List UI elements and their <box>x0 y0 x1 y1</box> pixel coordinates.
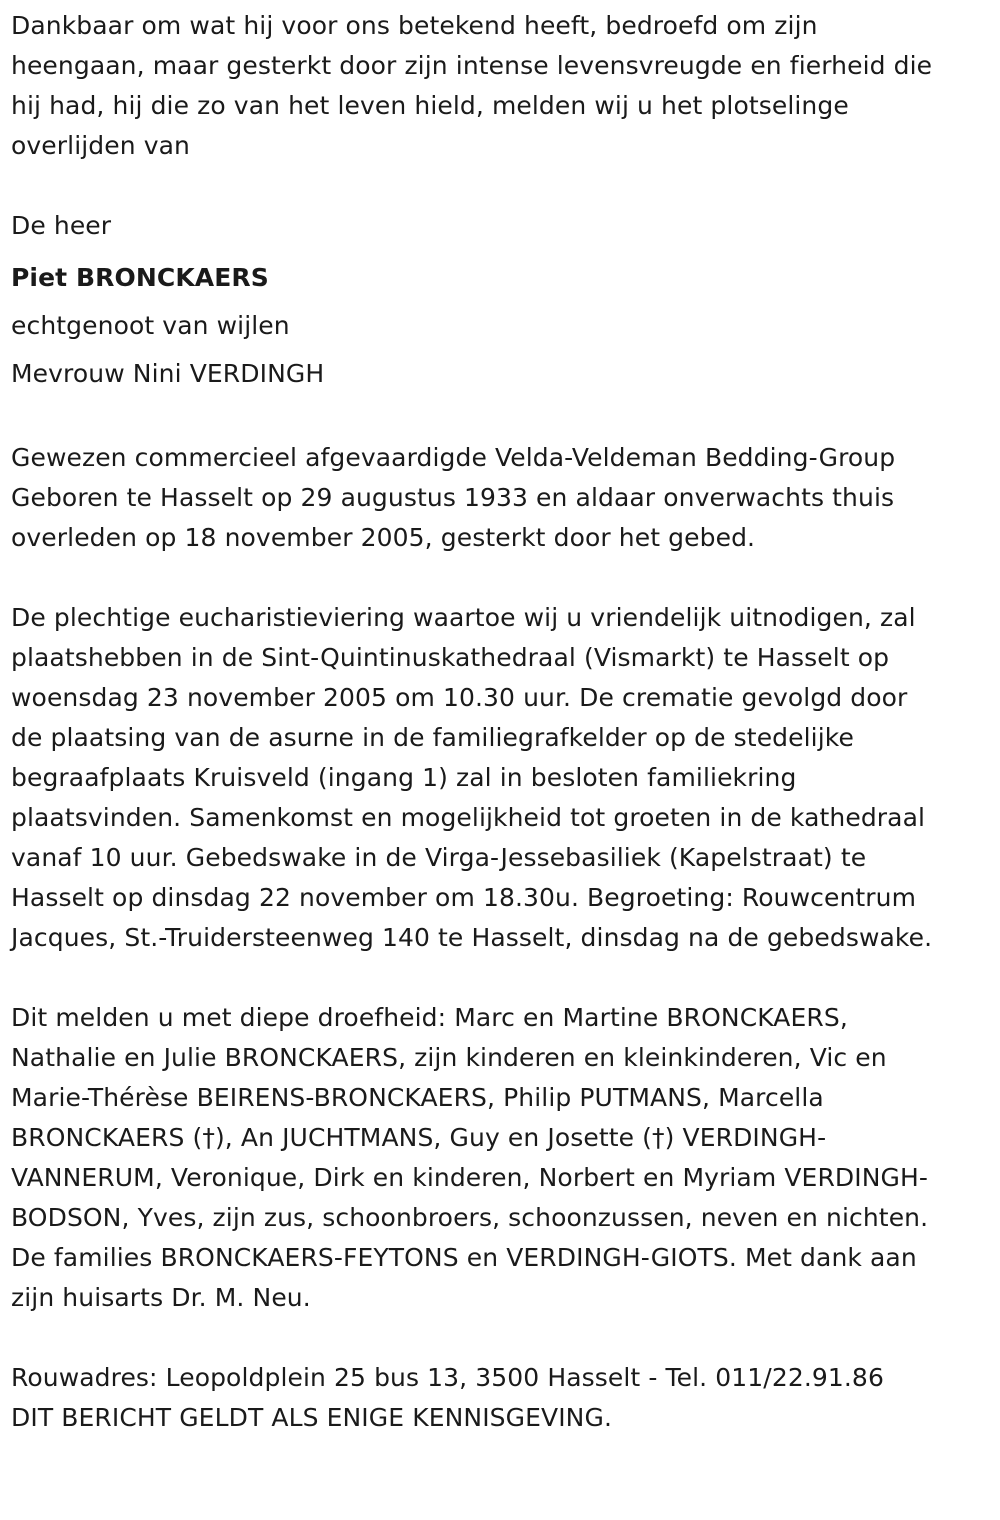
family-line: Dit melden u met diepe droefheid: Marc en Martine BRONCKAERS, <box>11 1003 848 1032</box>
family-line: BRONCKAERS (†), An JUCHTMANS, Guy en Josette (†) VERDINGH- <box>11 1123 827 1152</box>
family-line: De families BRONCKAERS-FEYTONS en VERDINGH-GIOTS. Met dank aan <box>11 1243 917 1272</box>
mourning-address: Rouwadres: Leopoldplein 25 bus 13, 3500 Hasselt - Tel. 011/22.91.86 <box>11 1363 884 1392</box>
family-line: BODSON, Yves, zijn zus, schoonbroers, schoonzussen, neven en nichten. <box>11 1203 929 1232</box>
deceased-block <box>11 206 989 398</box>
occupation: Gewezen commercieel afgevaardigde Velda-Veldeman Bedding-Group <box>11 443 896 472</box>
family-paragraph <box>11 998 989 1318</box>
family-line: VANNERUM, Veronique, Dirk en kinderen, Norbert en Myriam VERDINGH- <box>11 1163 929 1192</box>
intro-line: hij had, hij die zo van het leven hield, melden wij u het plotselinge <box>11 91 849 120</box>
ceremony-line: Jacques, St.-Truidersteenweg 140 te Hasselt, dinsdag na de gebedswake. <box>11 923 933 952</box>
ceremony-line: woensdag 23 november 2005 om 10.30 uur. De crematie gevolgd door <box>11 683 908 712</box>
birth-death-line: Geboren te Hasselt op 29 augustus 1933 en aldaar onverwachts thuis <box>11 483 895 512</box>
closing-notice: DIT BERICHT GELDT ALS ENIGE KENNISGEVING. <box>11 1403 612 1432</box>
ceremony-line: plaatshebben in de Sint-Quintinuskathedraal (Vismarkt) te Hasselt op <box>11 643 890 672</box>
intro-line: Dankbaar om wat hij voor ons betekend heeft, bedroefd om zijn <box>11 11 818 40</box>
ceremony-line: plaatsvinden. Samenkomst en mogelijkheid tot groeten in de kathedraal <box>11 803 926 832</box>
birth-death-line: overleden op 18 november 2005, gesterkt door het gebed. <box>11 523 756 552</box>
family-line: Nathalie en Julie BRONCKAERS, zijn kinderen en kleinkinderen, Vic en <box>11 1043 887 1072</box>
intro-line: heengaan, maar gesterkt door zijn intense levensvreugde en fierheid die <box>11 51 933 80</box>
deceased-title: De heer <box>11 211 112 240</box>
ceremony-line: begraafplaats Kruisveld (ingang 1) zal in besloten familiekring <box>11 763 797 792</box>
ceremony-line: De plechtige eucharistieviering waartoe wij u vriendelijk uitnodigen, zal <box>11 603 916 632</box>
deceased-relation: echtgenoot van wijlen <box>11 311 290 340</box>
intro-paragraph <box>11 6 989 166</box>
family-line: Marie-Thérèse BEIRENS-BRONCKAERS, Philip PUTMANS, Marcella <box>11 1083 824 1112</box>
intro-line: overlijden van <box>11 131 190 160</box>
ceremony-line: vanaf 10 uur. Gebedswake in de Virga-Jessebasiliek (Kapelstraat) te <box>11 843 867 872</box>
obituary-notice <box>11 6 989 1438</box>
ceremony-line: de plaatsing van de asurne in de familiegrafkelder op de stedelijke <box>11 723 854 752</box>
birth-death-paragraph <box>11 478 989 558</box>
deceased-name: Piet BRONCKAERS <box>11 263 269 292</box>
family-line: zijn huisarts Dr. M. Neu. <box>11 1283 311 1312</box>
spouse-name: Mevrouw Nini VERDINGH <box>11 359 325 388</box>
ceremony-line: Hasselt op dinsdag 22 november om 18.30u. Begroeting: Rouwcentrum <box>11 883 917 912</box>
ceremony-paragraph <box>11 598 989 958</box>
